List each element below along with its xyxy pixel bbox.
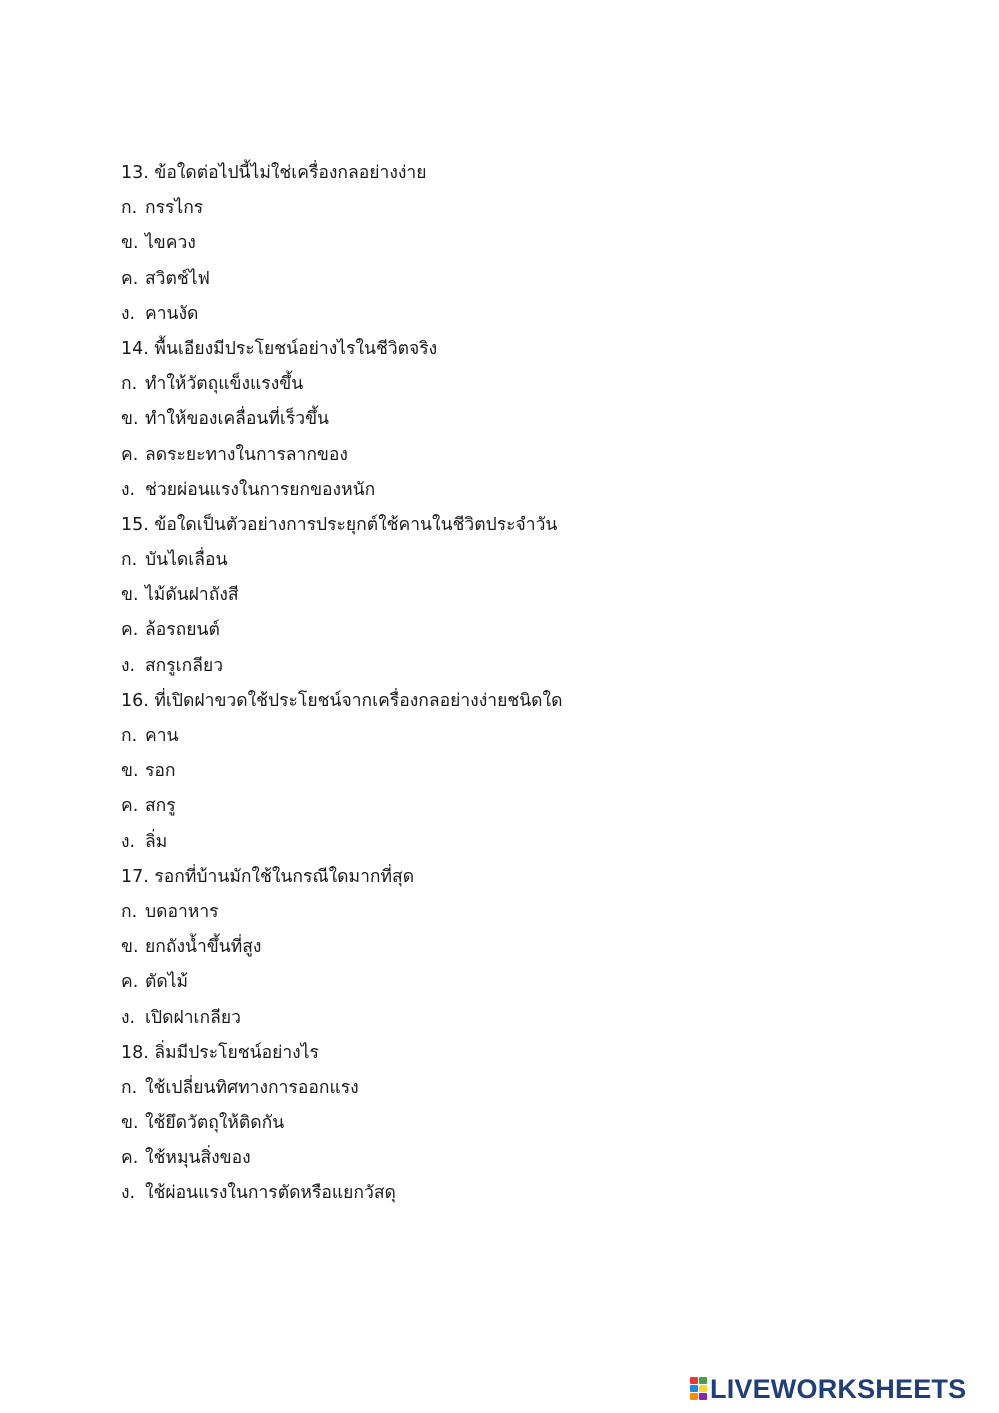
logo-text: LIVEWORKSHEETS	[710, 1373, 967, 1404]
logo-block	[699, 1393, 707, 1400]
choice-letter: ก.	[121, 374, 138, 395]
choice-option[interactable]	[121, 930, 941, 965]
choice-letter: ข.	[121, 937, 139, 958]
question-text: 16. ที่เปิดฝาขวดใช้ประโยชน์จากเครื่องกลอย่างง่ายชนิดใด	[121, 690, 563, 711]
choice-text: กรรไกร	[145, 198, 204, 219]
question-13	[121, 156, 941, 332]
choice-option[interactable]	[121, 473, 941, 508]
choice-text: รอก	[145, 761, 176, 782]
choice-letter: ค.	[121, 796, 139, 817]
choice-letter: ง.	[121, 831, 136, 852]
choice-letter: ง.	[121, 1183, 136, 1204]
choice-letter: ค.	[121, 268, 139, 289]
choice-option[interactable]	[121, 1001, 941, 1036]
choice-letter: ค.	[121, 444, 139, 465]
choice-letter: ค.	[121, 1148, 139, 1169]
choice-option[interactable]	[121, 1071, 941, 1106]
choice-text: คาน	[145, 726, 179, 746]
choice-letter: ข.	[121, 585, 139, 606]
choice-text: ทำให้ของเคลื่อนที่เร็วขึ้น	[145, 409, 330, 430]
choice-text: ยกถังน้ำขึ้นที่สูง	[145, 937, 262, 958]
choice-text: ตัดไม้	[145, 972, 189, 993]
choice-option[interactable]	[121, 438, 941, 473]
worksheet-content	[121, 156, 941, 1212]
choice-letter: ก.	[121, 1077, 138, 1098]
question-text: 13. ข้อใดต่อไปนี้ไม่ใช่เครื่องกลอย่างง่าย	[121, 163, 427, 183]
choice-letter: ก.	[121, 726, 138, 746]
choice-option[interactable]	[121, 297, 941, 332]
choice-option[interactable]	[121, 895, 941, 930]
choice-letter: ง.	[121, 655, 136, 676]
logo-block	[699, 1385, 707, 1392]
question-text: 15. ข้อใดเป็นตัวอย่างการประยุกต์ใช้คานในชีวิตประจำวัน	[121, 514, 558, 535]
choice-option[interactable]	[121, 613, 941, 648]
choice-text: บดอาหาร	[145, 901, 219, 922]
choice-text: คานงัด	[145, 303, 199, 324]
choice-option[interactable]	[121, 789, 941, 824]
choice-text: ช่วยผ่อนแรงในการยกของหนัก	[145, 479, 376, 500]
choice-option[interactable]	[121, 402, 941, 437]
choice-option[interactable]	[121, 191, 941, 226]
choice-option[interactable]	[121, 1176, 941, 1211]
choice-option[interactable]	[121, 1141, 941, 1176]
choice-option[interactable]	[121, 578, 941, 613]
choice-text: ใช้ยึดวัตถุให้ติดกัน	[145, 1113, 285, 1134]
choice-text: ล้อรถยนต์	[145, 620, 220, 641]
choice-option[interactable]	[121, 226, 941, 261]
choice-option[interactable]	[121, 649, 941, 684]
question-text: 17. รอกที่บ้านมักใช้ในกรณีใดมากที่สุด	[121, 866, 415, 887]
choice-option[interactable]	[121, 1106, 941, 1141]
logo-block	[690, 1385, 698, 1392]
choice-letter: ก.	[121, 901, 138, 922]
choice-letter: ค.	[121, 620, 139, 641]
choice-text: สกรูเกลียว	[145, 655, 224, 676]
choice-letter: ค.	[121, 972, 139, 993]
choice-text: ใช้ผ่อนแรงในการตัดหรือแยกวัสดุ	[145, 1183, 396, 1204]
question-18	[121, 1036, 941, 1212]
logo-block	[690, 1377, 698, 1384]
question-14	[121, 332, 941, 508]
choice-text: ทำให้วัตถุแข็งแรงขึ้น	[145, 374, 304, 395]
choice-text: ไขควง	[145, 233, 196, 254]
choice-letter: ก.	[121, 550, 138, 571]
choice-text: ใช้หมุนสิ่งของ	[145, 1148, 251, 1169]
choice-option[interactable]	[121, 965, 941, 1000]
choice-letter: ก.	[121, 198, 138, 219]
choice-text: ลิ่ม	[145, 831, 168, 852]
choice-letter: ข.	[121, 409, 139, 430]
choice-letter: ข.	[121, 1113, 139, 1134]
choice-letter: ข.	[121, 761, 139, 782]
choice-option[interactable]	[121, 367, 941, 402]
logo-block	[690, 1393, 698, 1400]
question-17	[121, 860, 941, 1036]
question-16	[121, 684, 941, 860]
logo-block	[699, 1377, 707, 1384]
choice-text: เปิดฝาเกลียว	[145, 1007, 241, 1028]
question-15	[121, 508, 941, 684]
choice-text: สกรู	[145, 796, 176, 817]
choice-option[interactable]	[121, 262, 941, 297]
choice-letter: ง.	[121, 1007, 136, 1028]
choice-text: สวิตช์ไฟ	[145, 268, 210, 289]
question-text: 18. ลิ่มมีประโยชน์อย่างไร	[121, 1042, 319, 1063]
choice-text: ใช้เปลี่ยนทิศทางการออกแรง	[145, 1077, 359, 1098]
choice-text: ไม้ดันฝาถังสี	[145, 585, 239, 606]
choice-option[interactable]	[121, 754, 941, 789]
choice-letter: ง.	[121, 303, 136, 324]
choice-option[interactable]	[121, 719, 941, 754]
choice-option[interactable]	[121, 543, 941, 578]
choice-option[interactable]	[121, 825, 941, 860]
liveworksheets-logo-icon	[690, 1377, 707, 1401]
choice-letter: ข.	[121, 233, 139, 254]
liveworksheets-logo	[690, 1374, 966, 1404]
question-text: 14. พื้นเอียงมีประโยชน์อย่างไรในชีวิตจริง	[121, 338, 438, 359]
choice-text: บันไดเลื่อน	[145, 550, 228, 571]
choice-letter: ง.	[121, 479, 136, 500]
choice-text: ลดระยะทางในการลากของ	[145, 444, 348, 465]
